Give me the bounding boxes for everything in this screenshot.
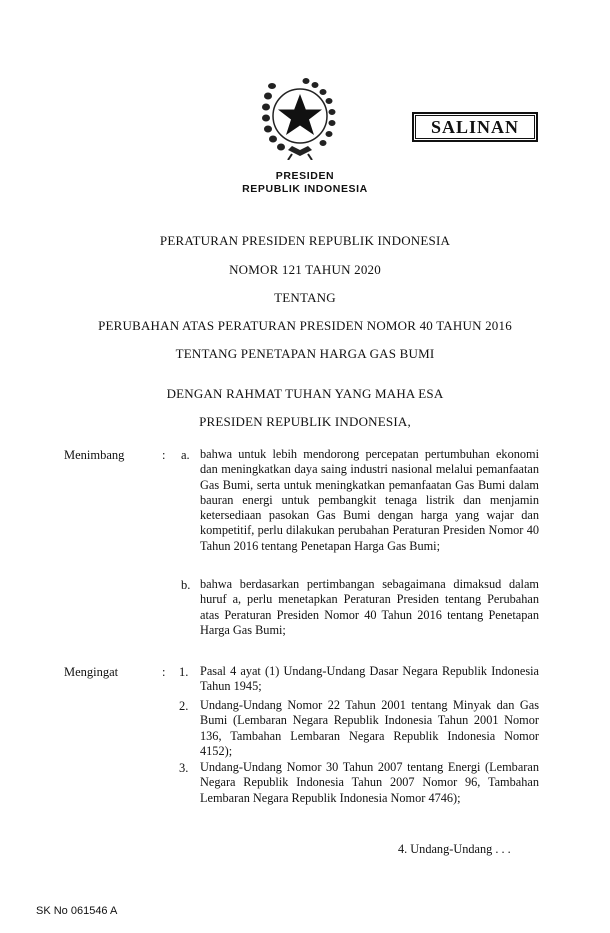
mengingat-item-3: Undang-Undang Nomor 30 Tahun 2007 tentang Energi (Lembaran Negara Republik Indonesia Tahun 2007 Nomor 96, Tambahan Lembaran Negara Republik Indonesia Nomor 4746); bbox=[200, 760, 539, 805]
president-line: PRESIDEN REPUBLIK INDONESIA, bbox=[199, 414, 411, 429]
menimbang-colon: : bbox=[162, 448, 166, 462]
menimbang-item-b: bahwa berdasarkan pertimbangan sebagaimana dimaksud dalam huruf a, perlu menetapkan Peraturan Presiden tentang Perubahan atas Peraturan Presiden Nomor 40 Tahun 2016 tentang Penetapan Harga Gas Bumi; bbox=[200, 577, 539, 637]
continuation-marker: 4. Undang-Undang . . . bbox=[398, 842, 511, 856]
footer-serial: SK No 061546 A bbox=[36, 905, 118, 917]
mengingat-marker-3: 3. bbox=[179, 761, 189, 775]
regulation-subject: PERUBAHAN ATAS PERATURAN PRESIDEN NOMOR 40 TAHUN 2016 bbox=[98, 318, 512, 333]
mengingat-marker-2: 2. bbox=[179, 699, 189, 713]
mengingat-marker-1: 1. bbox=[179, 665, 189, 679]
menimbang-label: Menimbang bbox=[64, 448, 125, 462]
header-president: PRESIDEN bbox=[275, 170, 335, 182]
menimbang-marker-a: a. bbox=[181, 448, 190, 462]
mengingat-label: Mengingat bbox=[64, 665, 119, 679]
regulation-number: NOMOR 121 TAHUN 2020 bbox=[229, 262, 381, 277]
mengingat-colon: : bbox=[162, 665, 166, 679]
stamp-label: SALINAN bbox=[415, 115, 535, 139]
blessing-line: DENGAN RAHMAT TUHAN YANG MAHA ESA bbox=[166, 386, 444, 401]
salinan-stamp bbox=[412, 112, 538, 142]
menimbang-marker-b: b. bbox=[181, 578, 191, 592]
regulation-subject-2: TENTANG PENETAPAN HARGA GAS BUMI bbox=[175, 346, 435, 361]
regulation-tentang: TENTANG bbox=[274, 290, 336, 305]
mengingat-item-2: Undang-Undang Nomor 22 Tahun 2001 tentang Minyak dan Gas Bumi (Lembaran Negara Republik Indonesia Tahun 2001 Nomor 136, Tambahan Lembaran Negara Republik Indonesia Nomor 4152); bbox=[200, 698, 539, 758]
header-republic: REPUBLIK INDONESIA bbox=[242, 183, 368, 195]
menimbang-item-a: bahwa untuk lebih mendorong percepatan pertumbuhan ekonomi dan meningkatkan daya saing industri nasional melalui pemanfaatan Gas Bumi, serta untuk meningkatkan pemanfaatan Gas Bumi dalam bauran energi untuk pembangkit tenaga listrik dan menjamin ketersediaan pasokan Gas Bumi dengan harga yang wajar dan kompetitif, perlu dilakukan perubahan Peraturan Presiden Nomor 40 Tahun 2016 tentang Penetapan Harga Gas Bumi; bbox=[200, 447, 539, 553]
regulation-title: PERATURAN PRESIDEN REPUBLIK INDONESIA bbox=[159, 233, 451, 248]
mengingat-item-1: Pasal 4 ayat (1) Undang-Undang Dasar Negara Republik Indonesia Tahun 1945; bbox=[200, 664, 539, 694]
garuda-emblem-icon bbox=[258, 74, 340, 160]
